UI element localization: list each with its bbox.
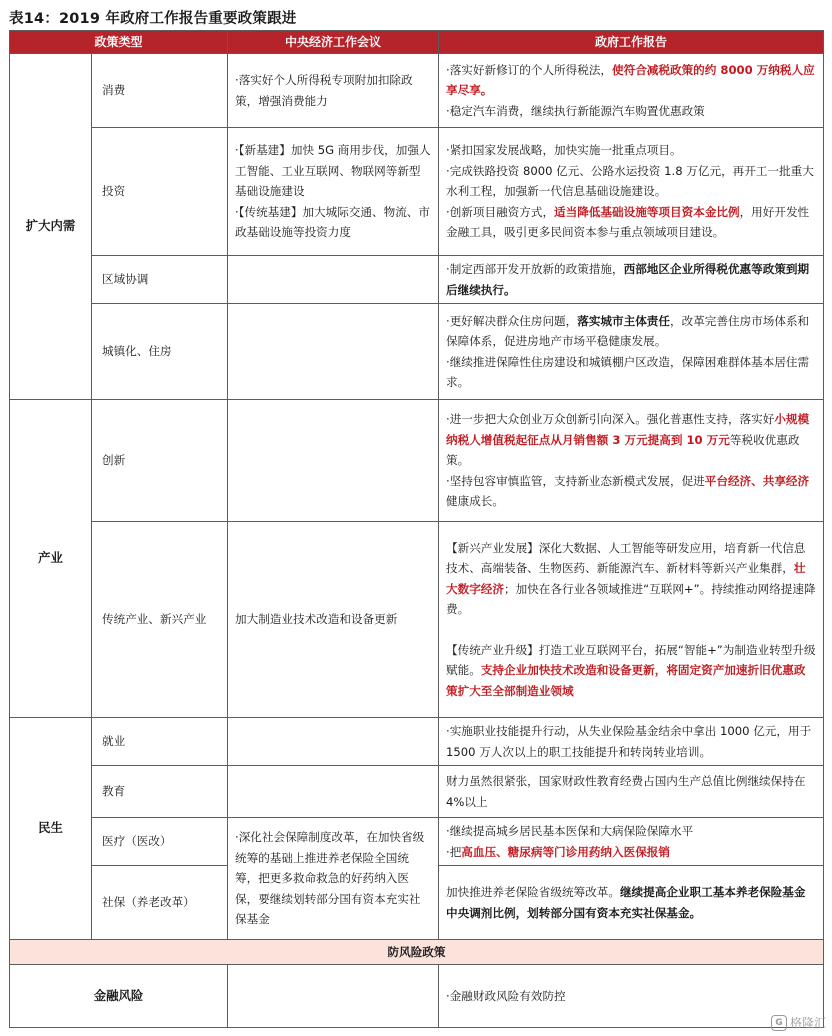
- subcategory-cell: 区域协调: [92, 256, 228, 304]
- meeting-cell: ·落实好个人所得税专项附加扣除政策，增强消费能力: [228, 54, 439, 128]
- highlight-text: 小规模纳税人增值税起征点从月销售额 3 万元提高到 10 万元: [446, 412, 810, 447]
- subcategory-cell: 教育: [92, 766, 228, 818]
- subcategory-cell: 消费: [92, 54, 228, 128]
- table-row: [10, 766, 824, 818]
- report-cell: [439, 128, 824, 256]
- report-text: ，改革完善住房市场体系和保障体系，促进房地产市场平稳健康发展。: [446, 313, 810, 348]
- table-row: [10, 400, 824, 522]
- highlight-text: 高血压、糖尿病等门诊用药纳入医保报销: [461, 844, 670, 859]
- policy-table: [9, 30, 824, 1028]
- report-text: ·继续推进保障性住房建设和城镇棚户区改造，保障困难群体基本居住需求。: [446, 354, 810, 389]
- report-text: ，用好开发性金融工具，吸引更多民间资本参与重点领域项目建设。: [446, 204, 810, 240]
- highlight-text: 使符合减税政策的约 8000 万纳税人应享尽享。: [446, 62, 815, 98]
- header-policy-type: 政策类型: [10, 31, 228, 54]
- report-cell: [439, 304, 824, 400]
- table-row: [10, 818, 824, 866]
- report-text: 等税收优惠政策。: [446, 432, 800, 468]
- meeting-text: ·【新基建】加快 5G 商用步伐，加强人工智能、工业互联网、物联网等新型基础设施建设: [235, 143, 431, 199]
- subcategory-cell: 传统产业、新兴产业: [92, 522, 228, 718]
- report-text: ·紧扣国家发展战略，加快实施一批重点项目。: [446, 143, 682, 158]
- highlight-text: 平台经济、共享经济: [704, 473, 810, 488]
- report-text: ·进一步把大众创业万众创新引向深入。强化普惠性支持，落实好: [446, 412, 775, 427]
- header-gov-report: 政府工作报告: [439, 31, 824, 54]
- report-text: ·坚持包容审慎监管，支持新业态新模式发展，促进: [446, 473, 705, 488]
- report-cell: 财力虽然很紧张，国家财政性教育经费占国内生产总值比例继续保持在 4%以上: [439, 766, 824, 818]
- table-row: [10, 128, 824, 256]
- category-cell: 扩大内需: [10, 54, 92, 400]
- report-cell: [439, 400, 824, 522]
- meeting-cell: [228, 304, 439, 400]
- report-text: 【新兴产业发展】深化大数据、人工智能等研发应用，培育新一代信息技术、高端装备、生物医药、新能源汽车、新材料等新兴产业集群，: [446, 540, 806, 576]
- report-text: ·创新项目融资方式，: [446, 204, 555, 219]
- meeting-cell: [228, 128, 439, 256]
- report-cell: ·实施职业技能提升行动，从失业保险基金结余中拿出 1000 亿元，用于 1500 万人次以上的职工技能提升和转岗转业培训。: [439, 718, 824, 766]
- report-cell: [439, 818, 824, 866]
- table-row: [10, 304, 824, 400]
- category-cell: 民生: [10, 718, 92, 940]
- subcategory-cell: 医疗（医改）: [92, 818, 228, 866]
- header-row: [10, 31, 824, 54]
- report-cell: [439, 256, 824, 304]
- gelonghui-logo-icon: G: [771, 1015, 787, 1031]
- report-cell: [439, 866, 824, 940]
- report-text: 【传统产业升级】打造工业互联网平台，拓展“智能+”为制造业转型升级赋能。: [446, 642, 816, 678]
- meeting-cell: [228, 965, 439, 1028]
- table-title: 表14：2019 年政府工作报告重要政策跟进: [9, 11, 297, 27]
- report-text: ·落实好新修订的个人所得税法，: [446, 62, 613, 77]
- report-text: ·更好解决群众住房问题，: [446, 313, 578, 328]
- report-cell: [439, 522, 824, 718]
- meeting-cell: [228, 400, 439, 522]
- subcategory-cell: 城镇化、住房: [92, 304, 228, 400]
- table-row: [10, 718, 824, 766]
- watermark: [771, 1014, 826, 1031]
- report-cell: ·金融财政风险有效防控: [439, 965, 824, 1028]
- report-text: ·继续提高城乡居民基本医保和大病保险保障水平: [446, 824, 694, 838]
- report-text: 加快推进养老保险省级统筹改革。: [446, 885, 620, 899]
- report-cell: [439, 54, 824, 128]
- report-text: ·制定西部开发开放新的政策措施，: [446, 262, 624, 276]
- report-text: ；加快在各行业各领域推进“互联网+”。持续推动网络提速降费。: [446, 581, 816, 617]
- meeting-cell: [228, 766, 439, 818]
- subcategory-cell: 创新: [92, 400, 228, 522]
- report-text: 健康成长。: [446, 494, 504, 509]
- meeting-text: ·【传统基建】加大城际交通、物流、市政基础设施等投资力度: [235, 204, 430, 240]
- bold-text: 继续提高企业职工基本养老保险基金中央调剂比例，划转部分国有资本充实社保基金。: [446, 885, 806, 920]
- meeting-cell: 加大制造业技术改造和设备更新: [228, 522, 439, 718]
- subcategory-cell: 投资: [92, 128, 228, 256]
- table-row: [10, 522, 824, 718]
- spacer: [446, 620, 816, 640]
- highlight-text: 适当降低基础设施等项目资本金比例: [554, 204, 740, 219]
- table-row: [10, 54, 824, 128]
- category-cell: 金融风险: [10, 965, 228, 1028]
- table-row: [10, 256, 824, 304]
- highlight-text: 壮大数字经济: [446, 561, 806, 596]
- report-text: ·完成铁路投资 8000 亿元、公路水运投资 1.8 万亿元，再开工一批重大水利工程，加强新一代信息基础设施建设。: [446, 163, 814, 199]
- highlight-text: 支持企业加快技术改造和设备更新，将固定资产加速折旧优惠政策扩大至全部制造业领域: [446, 663, 806, 698]
- bold-text: 西部地区企业所得税优惠等政策到期后继续执行。: [446, 262, 810, 297]
- table-row: [10, 965, 824, 1028]
- meeting-cell: [228, 718, 439, 766]
- section-row: [10, 940, 824, 965]
- report-text: ·把: [446, 844, 462, 859]
- subcategory-cell: 社保（养老改革）: [92, 866, 228, 940]
- subcategory-cell: 就业: [92, 718, 228, 766]
- category-cell: 产业: [10, 400, 92, 718]
- bold-text: 落实城市主体责任: [577, 313, 670, 328]
- meeting-cell: [228, 256, 439, 304]
- meeting-cell: ·深化社会保障制度改革，在加快省级统筹的基础上推进养老保险全国统筹，把更多救命救急的好药纳入医保，要继续划转部分国有资本充实社保基金: [228, 818, 439, 940]
- section-title: 防风险政策: [10, 940, 824, 965]
- report-text: ·稳定汽车消费，继续执行新能源汽车购置优惠政策: [446, 103, 705, 118]
- header-economic-conference: 中央经济工作会议: [228, 31, 439, 54]
- watermark-text: 格隆汇: [789, 1016, 826, 1030]
